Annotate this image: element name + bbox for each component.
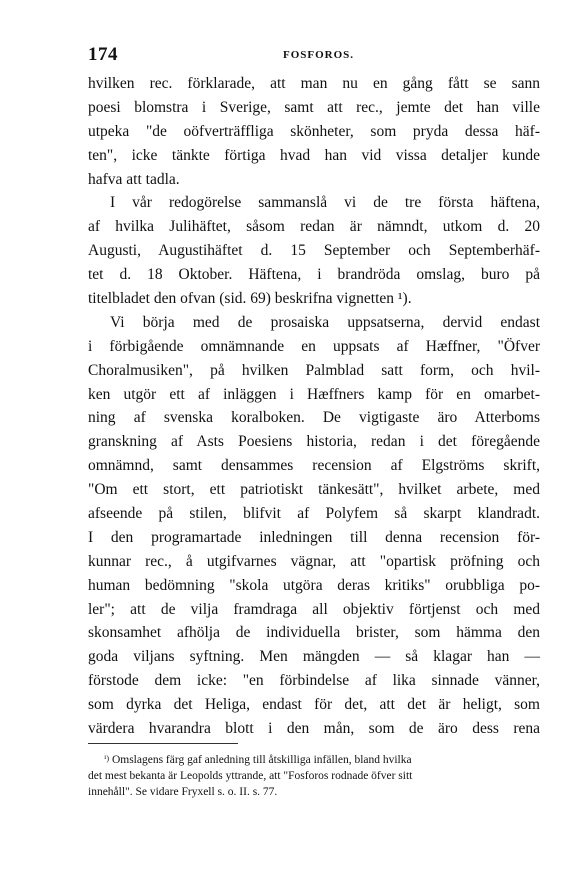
footnote-marker: ¹)	[104, 754, 110, 763]
text-line: Choralmusiken", på hvilken Palmblad satt form, och hvil-	[88, 361, 540, 379]
text-line: värdera hvarandra blott i den mån, som de äro dess rena	[88, 720, 540, 738]
footnote-divider	[88, 743, 238, 744]
footnote-text: Omslagens färg gaf anledning till åtskilliga infällen, bland hvilka	[111, 754, 412, 766]
page-header	[88, 44, 528, 70]
text-line: titelbladet den ofvan (sid. 69) beskrifna vignetten ¹).	[88, 290, 412, 308]
text-line: i förbigående omnämnande en uppsats af Hæffner, "Öfver	[88, 337, 540, 355]
footnote-line: innehåll". Se vidare Fryxell s. o. II. s. 77.	[88, 786, 278, 798]
text-line: tet d. 18 Oktober. Häftena, i brandröda omslag, buro på	[88, 266, 540, 284]
text-line: af hvilka Julihäftet, såsom redan är nämndt, utkom d. 20	[88, 218, 540, 236]
text-line: afseende på stilen, blifvit af Polyfem så skarpt klandradt.	[88, 505, 540, 523]
paragraph-first-line: Vi börja med de prosaiska uppsatserna, dervid endast	[110, 313, 540, 331]
text-line: ken utgör ett af inläggen i Hæffners kamp för en omarbet-	[88, 385, 540, 403]
text-line: kunnar rec., å utgifvarnes vägnar, att "opartisk pröfning och	[88, 552, 540, 570]
text-line: förstode dem icke: "en förbindelse af lika sinnade vänner,	[88, 672, 540, 690]
text-line: ning af svenska koralboken. De vigtigaste äro Atterboms	[88, 409, 540, 427]
text-line: granskning af Asts Poesiens historia, redan i det föregående	[88, 433, 540, 451]
text-line: goda viljans syftning. Men mängden — så klagar han —	[88, 648, 540, 666]
footnote-line	[88, 752, 540, 768]
text-line: poesi blomstra i Sverige, samt att rec., jemte det han ville	[88, 98, 540, 116]
text-line: omnämnd, samt densammes recension af Elgströms skrift,	[88, 457, 540, 475]
running-head: FOSFOROS.	[283, 49, 355, 61]
text-line: ten", icke tänkte förtiga hvad han vid vissa detaljer kunde	[88, 146, 540, 164]
text-line: hvilken rec. förklarade, att man nu en gång fått se sann	[88, 75, 540, 92]
footnote-line: det mest bekanta är Leopolds yttrande, att "Fosforos rodnade öfver sitt	[88, 770, 413, 782]
text-line: utpeka "de oöfverträffliga skönheter, som pryda dessa häf-	[88, 122, 540, 140]
text-line: skonsamhet afhölja de individuella brister, som hämma den	[88, 624, 540, 642]
text-line: ler"; att de vilja framdraga all objektiv förtjenst och med	[88, 600, 540, 618]
text-line: Augusti, Augustihäftet d. 15 September och Septemberhäf-	[88, 242, 540, 260]
text-line: hafva att tadla.	[88, 170, 180, 188]
page-number: 174	[88, 44, 118, 65]
text-line: "Om ett stort, ett patriotiskt tänkesätt", hvilket arbete, med	[88, 481, 540, 499]
paragraph-first-line: I vår redogörelse sammanslå vi de tre första häftena,	[110, 194, 540, 212]
text-line: human bedömning "skola utgöra deras kritiks" orubbliga po-	[88, 576, 540, 594]
text-line: I den programartade inledningen till denna recension för-	[88, 528, 540, 546]
footnote	[88, 752, 540, 800]
body-text	[88, 72, 540, 741]
text-line: som dyrka det Heliga, endast för det, att det är heligt, som	[88, 696, 540, 714]
